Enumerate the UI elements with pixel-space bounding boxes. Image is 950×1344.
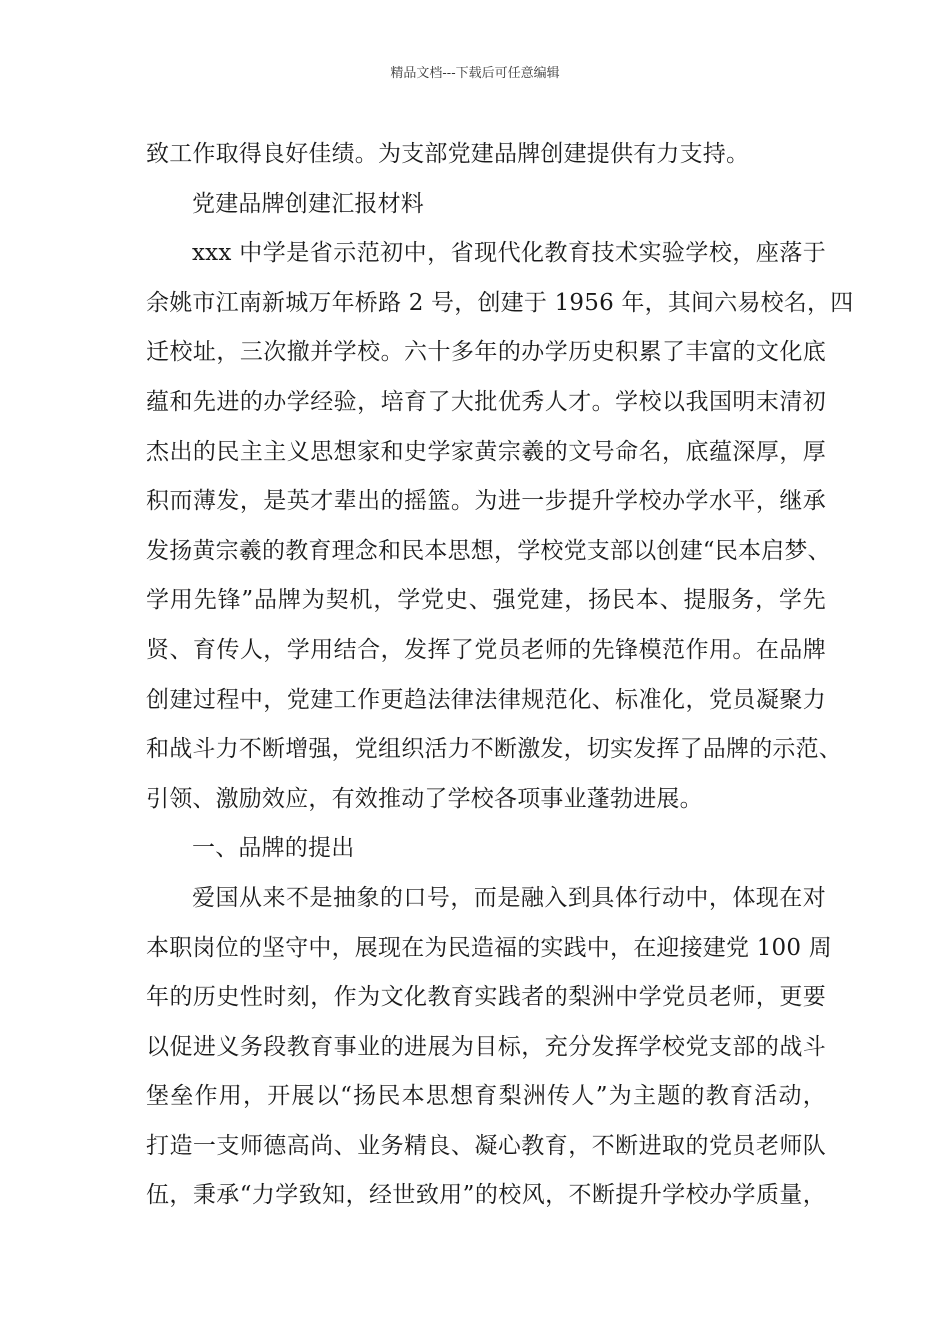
text-line: 发扬黄宗羲的教育理念和民本思想，学校党支部以创建“民本启梦、 [146,537,831,564]
text-line: 创建过程中，党建工作更趋法律法律规范化、标准化，党员凝聚力 [146,686,826,713]
text-line: 学用先锋”品牌为契机，学党史、强党建，扬民本、提服务，学先 [146,587,826,614]
text-line: 以促进义务段教育事业的进展为目标，充分发挥学校党支部的战斗 [146,1033,826,1060]
text-line: 本职岗位的坚守中，展现在为民造福的实践中，在迎接建党 100 周 [146,934,832,961]
text-line: 引领、激励效应，有效推动了学校各项事业蓬勃进展。 [146,785,703,812]
page-header: 精品文档---下载后可任意编辑 [390,66,560,81]
section-heading: 一、品牌的提出 [192,835,355,862]
text-line: 致工作取得良好佳绩。为支部党建品牌创建提供有力支持。 [146,141,750,167]
text-line: 和战斗力不断增强，党组织活力不断激发，切实发挥了品牌的示范、 [146,736,842,763]
text-line: 爱国从来不是抽象的口号，而是融入到具体行动中，体现在对 [192,884,826,911]
text-line: 杰出的民主主义思想家和史学家黄宗羲的文号命名，底蕴深厚，厚 [146,438,826,465]
text-line: 伍，秉承“力学致知，经世致用”的校风，不断提升学校办学质量， [146,1182,826,1209]
text-line: 积而薄发，是英才辈出的摇篮。为进一步提升学校办学水平，继承 [146,488,826,515]
text-line: 余姚市江南新城万年桥路 2 号，创建于 1956 年，其间六易校名，四 [146,289,854,316]
text-line: 贤、育传人，学用结合，发挥了党员老师的先锋模范作用。在品牌 [146,636,826,663]
section-title: 党建品牌创建汇报材料 [192,190,424,217]
text-line: 年的历史性时刻，作为文化教育实践者的梨洲中学党员老师，更要 [146,984,826,1011]
text-line: 蕴和先进的办学经验，培育了大批优秀人才。学校以我国明末清初 [146,388,826,415]
text-line: 堡垒作用，开展以“扬民本思想育梨洲传人”为主题的教育活动， [146,1083,826,1110]
document-body [146,130,854,1221]
text-line: 迁校址，三次撤并学校。六十多年的办学历史积累了丰富的文化底 [146,339,826,366]
text-line: xxx 中学是省示范初中，省现代化教育技术实验学校，座落于 [192,240,826,267]
text-line: 打造一支师德高尚、业务精良、凝心教育，不断进取的党员老师队 [146,1132,826,1159]
